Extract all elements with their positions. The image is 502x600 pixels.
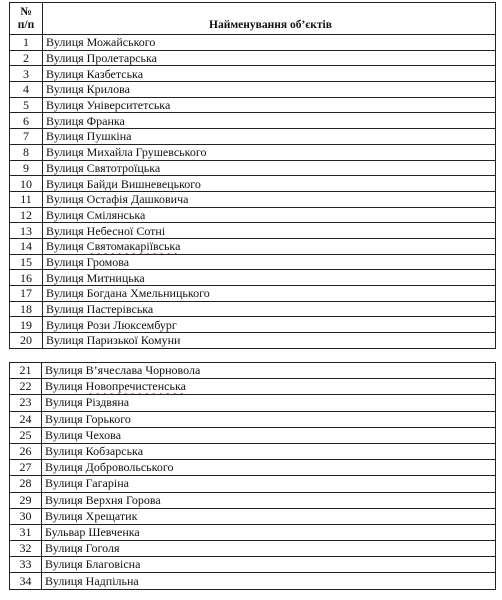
table-row: [10, 460, 496, 476]
object-name: Вулиця Кобзарська: [42, 443, 496, 459]
row-number: 11: [10, 191, 43, 207]
object-name: Вулиця Гоголя: [42, 541, 496, 557]
table-row: [10, 492, 496, 508]
table-row: [10, 113, 496, 129]
object-name: Вулиця В’ячеслава Чорновола: [42, 363, 496, 379]
row-number: 15: [10, 254, 43, 270]
row-number: 17: [10, 286, 43, 302]
table-row: [10, 35, 496, 51]
row-number: 19: [10, 317, 43, 333]
row-number: 29: [10, 492, 42, 508]
object-name: Вулиця Пастерівська: [43, 301, 496, 317]
table-row: [10, 50, 496, 66]
row-number: 9: [10, 160, 43, 176]
row-number: 3: [10, 66, 43, 82]
object-name: Вулиця Верхня Горова: [42, 492, 496, 508]
number-column-header: [10, 3, 43, 35]
table-row: [10, 191, 496, 207]
table-row: [10, 160, 496, 176]
row-number: 4: [10, 82, 43, 98]
row-number: 23: [10, 395, 42, 411]
row-number: 6: [10, 113, 43, 129]
row-number: 32: [10, 541, 42, 557]
table-row: [10, 82, 496, 98]
object-name: Вулиця Добровольського: [42, 460, 496, 476]
table-row: [10, 443, 496, 459]
object-name: Вулиця Університетська: [43, 97, 496, 113]
table-row: [10, 286, 496, 302]
table-row: [10, 557, 496, 573]
object-name: Вулиця Франка: [43, 113, 496, 129]
table-row: [10, 395, 496, 411]
object-name: Вулиця Пушкіна: [43, 129, 496, 145]
table-row: [10, 411, 496, 427]
row-number: 22: [10, 379, 42, 395]
row-number: 12: [10, 207, 43, 223]
table-row: [10, 379, 496, 395]
row-number: 16: [10, 270, 43, 286]
table-header-row: [10, 3, 496, 35]
object-name: Вулиця Небесної Сотні: [43, 223, 496, 239]
row-number: 18: [10, 301, 43, 317]
table-row: [10, 541, 496, 557]
row-number: 28: [10, 476, 42, 492]
table-row: [10, 476, 496, 492]
object-name: Вулиця Рози Люксембург: [43, 317, 496, 333]
row-number: 20: [10, 333, 43, 349]
row-number: 30: [10, 508, 42, 524]
name-column-header: Найменування об’єктів: [43, 3, 496, 35]
object-name: Вулиця Байди Вишневецького: [43, 176, 496, 192]
row-number: 34: [10, 573, 42, 589]
object-name: Вулиця Надпільна: [42, 573, 496, 589]
object-name: Вулиця Святомакаріївська: [43, 238, 496, 254]
table-row: [10, 301, 496, 317]
object-name: Вулиця Казбетська: [43, 66, 496, 82]
row-number: 33: [10, 557, 42, 573]
object-name: Вулиця Пролетарська: [43, 50, 496, 66]
object-name: Вулиця Хрещатик: [42, 508, 496, 524]
object-name: Вулиця Благовісна: [42, 557, 496, 573]
table-row: [10, 363, 496, 379]
row-number: 14: [10, 238, 43, 254]
object-name: Вулиця Чехова: [42, 427, 496, 443]
table-row: [10, 176, 496, 192]
table-row: [10, 223, 496, 239]
table-row: [10, 238, 496, 254]
row-number: 10: [10, 176, 43, 192]
objects-table-part-1: [9, 2, 496, 349]
table-row: [10, 508, 496, 524]
object-name: Вулиця Митницька: [43, 270, 496, 286]
object-name: Вулиця Крилова: [43, 82, 496, 98]
number-header-symbol: №: [20, 5, 32, 18]
row-number: 13: [10, 223, 43, 239]
row-number: 1: [10, 35, 43, 51]
row-number: 8: [10, 144, 43, 160]
objects-table-part-2: [9, 362, 496, 590]
table-row: [10, 254, 496, 270]
table-row: [10, 207, 496, 223]
object-name: Вулиця Смілянська: [43, 207, 496, 223]
table-row: [10, 317, 496, 333]
object-name: Вулиця Богдана Хмельницького: [43, 286, 496, 302]
object-name: Вулиця Святотроїцька: [43, 160, 496, 176]
table-body-part-2: [10, 363, 496, 590]
object-name: Вулиця Громова: [43, 254, 496, 270]
row-number: 7: [10, 129, 43, 145]
object-name: Вулиця Різдвяна: [42, 395, 496, 411]
table-row: [10, 333, 496, 349]
row-number: 26: [10, 443, 42, 459]
table-row: [10, 144, 496, 160]
object-name: Вулиця Гагаріна: [42, 476, 496, 492]
row-number: 24: [10, 411, 42, 427]
table-row: [10, 524, 496, 540]
table-row: [10, 97, 496, 113]
object-name: Вулиця Остафія Дашковича: [43, 191, 496, 207]
row-number: 27: [10, 460, 42, 476]
row-number: 31: [10, 524, 42, 540]
table-row: [10, 129, 496, 145]
table-row: [10, 427, 496, 443]
row-number: 5: [10, 97, 43, 113]
object-name: Вулиця Можайського: [43, 35, 496, 51]
object-name: Вулиця Михайла Грушевського: [43, 144, 496, 160]
object-name: Вулиця Новопречистенська: [42, 379, 496, 395]
table-row: [10, 573, 496, 589]
object-name: Бульвар Шевченка: [42, 524, 496, 540]
row-number: 25: [10, 427, 42, 443]
row-number: 21: [10, 363, 42, 379]
table-body-part-1: [10, 35, 496, 349]
object-name: Вулиця Паризької Комуни: [43, 333, 496, 349]
row-number: 2: [10, 50, 43, 66]
object-name: Вулиця Горького: [42, 411, 496, 427]
table-row: [10, 270, 496, 286]
table-row: [10, 66, 496, 82]
number-header-abbrev: п/п: [17, 18, 35, 31]
